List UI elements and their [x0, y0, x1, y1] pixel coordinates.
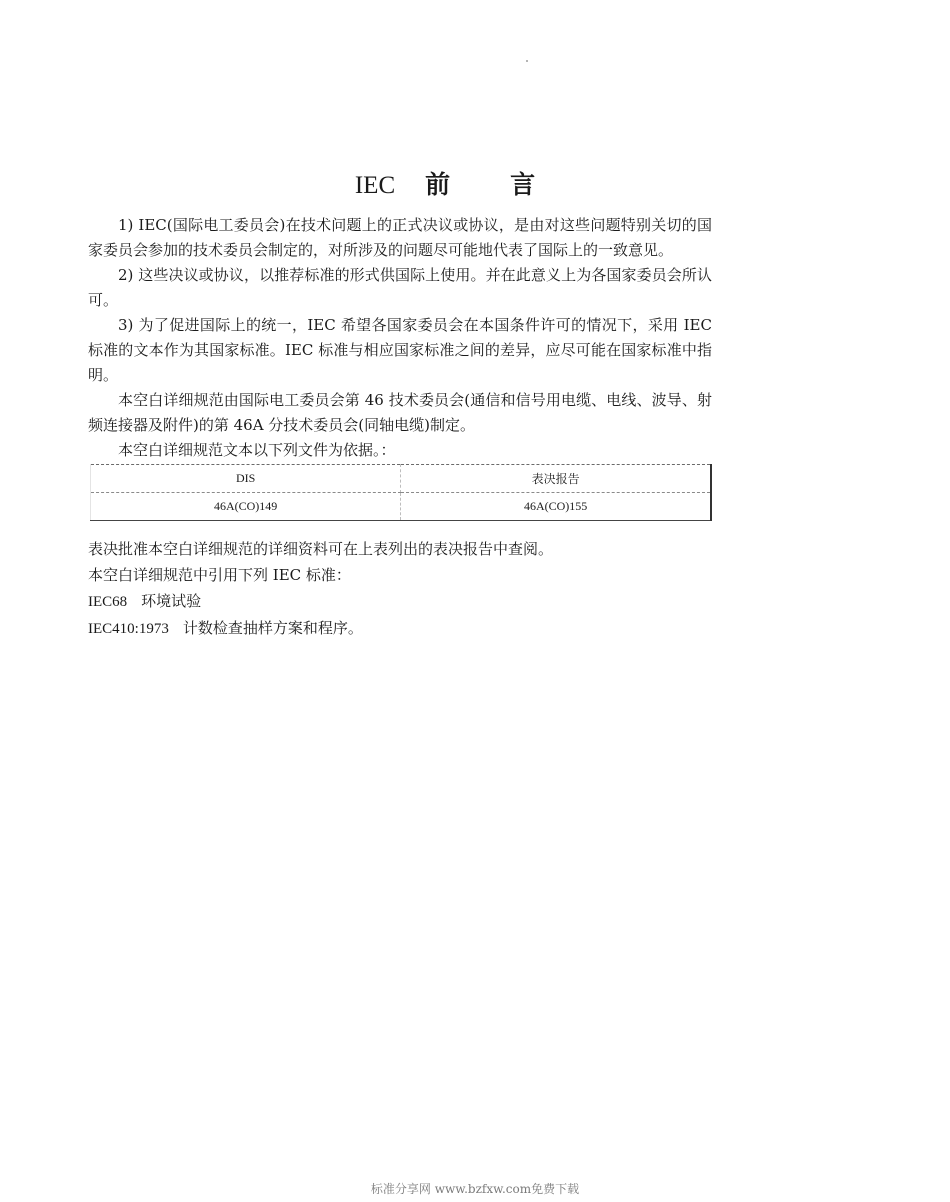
- reference-code: IEC410:1973: [88, 621, 169, 637]
- references-intro: 本空白详细规范中引用下列 IEC 标准：: [88, 566, 351, 584]
- reference-title: 计数检查抽样方案和程序。: [182, 619, 363, 637]
- reference-item: [88, 588, 712, 615]
- table-header-vote-report: 表决报告: [401, 465, 711, 493]
- title-text: 前言: [425, 169, 596, 199]
- reference-title: 环境试验: [141, 592, 202, 610]
- table-cell-dis: 46A(CO)149: [91, 493, 401, 521]
- table-header-row: [91, 465, 712, 493]
- paragraph-2: 2) 这些决议或协议，以推荐标准的形式供国际上使用。并在此意义上为各国家委员会所认可。: [88, 266, 712, 309]
- table-header-dis: DIS: [91, 465, 401, 493]
- approval-note: 表决批准本空白详细规范的详细资料可在上表列出的表决报告中查阅。: [88, 540, 554, 558]
- page-title: [0, 165, 950, 201]
- reference-item: [88, 615, 712, 642]
- after-table-text: [88, 536, 712, 642]
- footer-watermark: 标准分享网 www.bzfxw.com免费下载: [370, 1182, 580, 1196]
- table-cell-vote-report: 46A(CO)155: [523, 499, 588, 513]
- reference-code: IEC68: [88, 594, 128, 610]
- paragraph-4: 本空白详细规范由国际电工委员会第 46 技术委员会(通信和信号用电缆、电线、波导、射频连接器及附件)的第 46A 分技术委员会(同轴电缆)制定。: [88, 391, 712, 434]
- preface-body: [88, 213, 712, 463]
- title-prefix: IEC: [354, 171, 396, 199]
- scan-speck: [526, 60, 528, 62]
- paragraph-1: 1) IEC(国际电工委员会)在技术问题上的正式决议或协议，是由对这些问题特别关切的国家委员会参加的技术委员会制定的，对所涉及的问题尽可能地代表了国际上的一致意见。: [88, 216, 712, 259]
- table-row: [91, 493, 712, 521]
- paragraph-3: 3) 为了促进国际上的统一，IEC 希望各国家委员会在本国条件许可的情况下，采用 IEC 标准的文本作为其国家标准。IEC 标准与相应国家标准之间的差异，应尽可能在国家标准中指明。: [88, 316, 712, 384]
- paragraph-5: 本空白详细规范文本以下列文件为依据。：: [118, 441, 396, 459]
- basis-documents-table: [90, 464, 712, 521]
